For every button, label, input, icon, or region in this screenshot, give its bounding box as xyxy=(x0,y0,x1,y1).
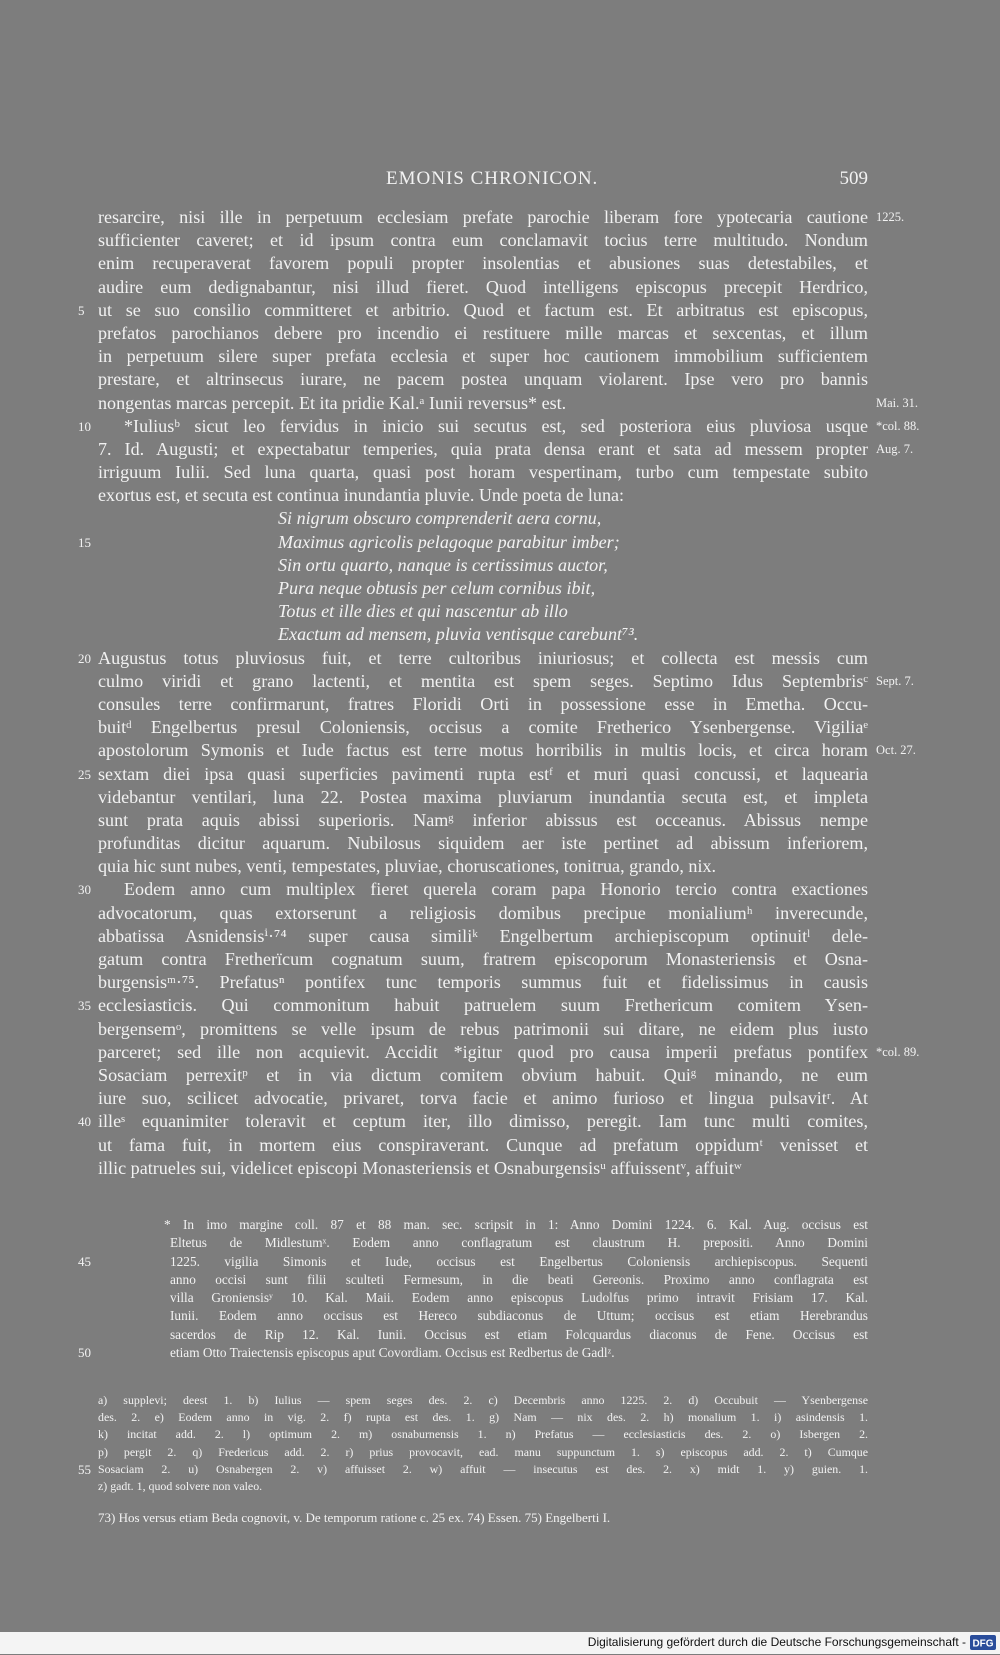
funding-credit: Digitalisierung gefördert durch die Deutsche Forschungsgemeinschaft - xyxy=(587,1635,966,1649)
main-line xyxy=(98,855,868,878)
main-line xyxy=(98,832,868,855)
variant-note-line xyxy=(98,1409,868,1426)
star-note-line xyxy=(98,1234,868,1252)
margin-date-note: Aug. 7. xyxy=(876,441,914,456)
main-line-text: burgensisᵐ·⁷⁵. Prefatusⁿ pontifex tunc temporis summus fuit et fidelissimus in causis xyxy=(98,972,868,993)
main-line-text: gatum contra Fretherïcum cognatum suum, fratrem episcoporum Monasteriensis et Osna- xyxy=(98,949,868,969)
main-line xyxy=(78,531,868,554)
main-line-text: exortus est, et secuta est continua inundantia pluvie. Unde poeta de luna: xyxy=(98,485,625,506)
main-line xyxy=(98,1041,920,1064)
main-line-text: culmo viridi et grano lactenti, et mentita est spem seges. Septimo Idus Septembrisᶜ xyxy=(98,670,868,691)
star-note-line-text: sacerdos de Rip 12. Kal. Iunii. Occisus est etiam Folcquardus diaconus de Fene. Occisus est xyxy=(170,1326,868,1342)
main-line-text: profunditas dicitur aquarum. Nubilosus siquidem aer iste pertinet ad abissum inferiorem, xyxy=(98,833,868,854)
marginal-note-footnote xyxy=(78,1216,868,1362)
main-line-text: sextam diei ipsa quasi superficies pavimenti rupta estᶠ et muri quasi concussi, et laquearia xyxy=(98,763,868,784)
line-number: 5 xyxy=(78,302,85,318)
main-line-text: ut fama fuit, in mortem eius conspiraverant. Cunque ad prefatum oppidumᵗ venisset et xyxy=(98,1134,868,1155)
star-note-line-text: Eltetus de Midlestumˣ. Eodem anno conflagratum est claustrum H. prepositi. Anno Domini xyxy=(170,1235,868,1251)
variant-note-line-text: a) supplevi; deest 1. b) Iulius — spem seges des. 2. c) Decembris anno 1225. 2. d) Occubuit — Ysenbergense xyxy=(98,1393,868,1407)
main-line-text: prestare, et altrinsecus iurare, ne pacem postea unquam violarent. Ipse vero pro bannis xyxy=(98,369,868,390)
main-line xyxy=(98,276,868,299)
star-note-line xyxy=(98,1289,868,1307)
dfg-logo-text: DFG xyxy=(972,1638,994,1650)
variant-notes xyxy=(78,1392,868,1495)
main-line xyxy=(98,229,868,252)
main-line-text: prefatos parochianos debere pro incendio ei restituere mille marcas et sexcentas, et illum xyxy=(98,322,868,343)
star-note-line xyxy=(98,1307,868,1325)
main-line-text: ut se suo consilio committeret et arbitrio. Quod et factum est. Et arbitratus est episcopus, xyxy=(98,299,868,320)
main-text xyxy=(78,206,920,1180)
main-line-text: illic patrueles sui, videlicet episcopi Monasteriensis et Osnaburgensisᵘ affuissentᵛ, affuitʷ xyxy=(98,1157,742,1178)
main-line-text: sufficienter caveret; et id ipsum contra eum conclamavit tocius terre multitudo. Nondum xyxy=(98,230,868,251)
star-note-line-text: villa Groniensisʸ 10. Kal. Maii. Eodem anno episcopus Ludolfus primo intravit Frisiam 17. Kal. xyxy=(170,1290,868,1306)
main-line-text: Augustus totus pluviosus fuit, et terre cultoribus iniuriosus; et collecta est messis cum xyxy=(98,647,868,668)
main-line-text: parceret; sed ille non acquievit. Accidit *igitur quod pro causa imperii prefatus pontifex xyxy=(98,1041,868,1062)
main-line-text: apostolorum Symonis et Iude factus est terre motus horribilis in multis locis, et circa horam xyxy=(98,740,868,761)
line-number: 35 xyxy=(78,998,91,1014)
line-number: 15 xyxy=(78,534,91,550)
star-note-line-text: Iunii. Eodem anno occisus est Hereco subdiaconus de Uttum; occisus est etiam Herebrandus xyxy=(170,1308,868,1324)
main-line-text: irriguum Iulii. Sed luna quarta, quasi post horam vespertinam, turbo cum tempestate subito xyxy=(98,462,868,483)
main-line xyxy=(98,507,868,530)
main-line xyxy=(98,600,868,623)
main-line xyxy=(98,1087,868,1110)
star-note-line xyxy=(98,1326,868,1344)
main-line xyxy=(98,809,868,832)
main-line xyxy=(98,554,868,577)
main-line xyxy=(98,716,868,739)
main-line-text: quia hic sunt nubes, venti, tempestates, pluviae, choruscationes, tonitrua, grando, nix. xyxy=(98,856,717,877)
main-line xyxy=(78,763,868,786)
main-line xyxy=(78,415,920,438)
main-line-text: Eodem anno cum multiplex fieret querela coram papa Honorio tercio contra exactiones xyxy=(124,879,868,900)
variant-note-line xyxy=(98,1426,868,1443)
main-line-text: bergensemᵒ, promittens se velle ipsum de rebus patrimonii sui ditare, ne eidem plus iusto xyxy=(98,1018,868,1039)
variant-note-line xyxy=(98,1392,868,1409)
line-number: 55 xyxy=(78,1461,91,1477)
main-line-text: ecclesiasticis. Qui commonitum habuit patruelem suum Frethericum comitem Ysen- xyxy=(98,995,868,1016)
running-header xyxy=(98,168,868,192)
margin-date-note: *col. 89. xyxy=(876,1044,920,1059)
main-line xyxy=(78,994,868,1017)
main-line-text: enim recuperaverat favorem populi propter insolentias et abusiones suas detestabiles, et xyxy=(98,253,868,274)
main-line xyxy=(98,345,868,368)
main-line-text: Maximus agricolis pelagoque parabitur imber; xyxy=(278,531,620,552)
main-line-text: Pura neque obtusis per celum cornibus ibit, xyxy=(278,578,596,598)
main-line xyxy=(98,1018,868,1041)
main-line xyxy=(98,368,868,391)
numbered-notes: 73) Hos versus etiam Beda cognovit, v. De temporum ratione c. 25 ex. 74) Essen. 75) Engelberti I. xyxy=(98,1510,611,1525)
line-number: 20 xyxy=(78,650,91,666)
main-line xyxy=(98,1064,868,1087)
main-line-text: iure suo, scilicet advocatie, privaret, torva facie et animo furioso et lingua pulsavitʳ. At xyxy=(98,1088,868,1109)
line-number: 25 xyxy=(78,766,91,782)
main-line-text: illeˢ equanimiter toleravit et ceptum iter, illo dimisso, peregit. Iam tunc multi comites, xyxy=(98,1111,868,1132)
star-note-line-text: 1225. vigilia Simonis et Iude, occisus est Engelbertus Coloniensis archiepiscopus. Sequenti xyxy=(170,1253,868,1269)
main-line xyxy=(98,971,868,994)
main-line xyxy=(98,484,868,507)
main-line-text: 7. Id. Augusti; et expectabatur temperies, quia prata densa erant et sata ad messem propter xyxy=(98,438,868,459)
main-line-text: Sin ortu quarto, nanque is certissimus auctor, xyxy=(278,554,608,575)
main-line-text: resarcire, nisi ille in perpetuum ecclesiam prefate parochie liberam fore ypotecaria cautione xyxy=(98,207,868,227)
margin-date-note: Mai. 31. xyxy=(876,395,919,410)
main-line xyxy=(98,206,905,229)
main-line-text: advocatorum, quas extorserunt a religiosis domibus precipue monialiumʰ inverecunde, xyxy=(98,902,868,923)
main-line xyxy=(98,902,868,925)
variant-note-line xyxy=(78,1461,868,1478)
main-line xyxy=(98,392,919,415)
main-line-text: abbatissa Asnidensisⁱ·⁷⁴ super causa similiᵏ Engelbertum archiepiscopum optinuitˡ dele- xyxy=(98,925,868,946)
star-note-line xyxy=(98,1216,868,1234)
variant-note-line xyxy=(98,1478,868,1495)
main-line xyxy=(98,948,868,971)
main-line xyxy=(78,1110,868,1133)
main-line xyxy=(78,299,868,322)
main-line xyxy=(78,878,868,901)
variant-note-line-text: z) gadt. 1, quod solvere non valeo. xyxy=(98,1478,263,1493)
margin-date-note: Sept. 7. xyxy=(876,673,914,688)
line-number: 30 xyxy=(78,882,91,898)
main-line xyxy=(98,739,916,762)
running-title: EMONIS CHRONICON. xyxy=(386,168,599,189)
main-line xyxy=(98,438,914,461)
main-line xyxy=(78,647,868,670)
line-number: 10 xyxy=(78,418,91,434)
star-note-line xyxy=(78,1344,868,1362)
variant-note-line-text: k) incitat add. 2. l) optimum 2. m) osnaburnensis 1. n) Prefatus — ecclesiasticis des. 2. o) Isbergen 2. xyxy=(98,1427,868,1442)
main-line xyxy=(98,693,868,716)
main-line-text: consules terre confirmarunt, fratres Floridi Orti in possessione esse in Emetha. Occu- xyxy=(98,693,868,714)
main-line xyxy=(98,461,868,484)
main-line xyxy=(98,577,868,600)
variant-note-line-text: Sosaciam 2. u) Osnabergen 2. v) affuisset 2. w) affuit — insecutus est des. 2. x) midt 1. y) guien. 1. xyxy=(98,1461,868,1476)
main-line xyxy=(98,1134,868,1157)
main-line-text: Exactum ad mensem, pluvia ventisque carebunt⁷³. xyxy=(278,624,639,645)
star-note-line xyxy=(98,1271,868,1289)
dfg-logo-icon xyxy=(970,1635,996,1650)
variant-note-line-text: des. 2. e) Eodem anno in vig. 2. f) rupta est des. 1. g) Nam — nix des. 2. h) monalium 1. i) asindensis 1. xyxy=(98,1410,868,1425)
margin-date-note: 1225. xyxy=(876,210,905,224)
line-number: 45 xyxy=(78,1253,91,1269)
main-line-text: Totus et ille dies et qui nascentur ab illo xyxy=(278,601,568,622)
page-number: 509 xyxy=(839,168,868,189)
main-line xyxy=(98,322,868,345)
variant-note-line xyxy=(98,1444,868,1461)
main-line-text: Si nigrum obscuro comprenderit aera cornu, xyxy=(278,508,602,529)
main-line-text: in perpetuum silere super prefata ecclesia et super hoc cautionem immobilium sufficientem xyxy=(98,346,868,367)
star-note-line-text: * In imo margine coll. 87 et 88 man. sec. scripsit in 1: Anno Domini 1224. 6. Kal. Aug. occisus est xyxy=(164,1217,868,1232)
main-line-text: nongentas marcas percepit. Et ita pridie Kal.ᵃ Iunii reversus* est. xyxy=(98,392,567,413)
main-line-text: buitᵈ Engelbertus presul Coloniensis, occisus a comite Fretherico Ysenbergense. Vigiliaᵉ xyxy=(98,717,868,738)
star-note-line-text: etiam Otto Traiectensis episcopus aput Covordiam. Occisus est Redbertus de Gadlᶻ. xyxy=(170,1345,615,1361)
main-line xyxy=(98,786,868,809)
star-note-line-text: anno occisi sunt filii sculteti Fermesum, in die beati Gereonis. Proximo anno conflagrata est xyxy=(170,1271,868,1287)
main-line-text: videbantur ventilari, luna 22. Postea maxima pluviarum inundantia secuta est, et impleta xyxy=(98,786,868,807)
main-line-text: Sosaciam perrexitᵖ et in via dictum comitem obvium habuit. Quiᵍ minando, ne eum xyxy=(98,1064,868,1085)
margin-date-note: Oct. 27. xyxy=(876,743,916,758)
star-note-line xyxy=(78,1253,868,1271)
line-number: 50 xyxy=(78,1345,91,1361)
variant-note-line-text: p) pergit 2. q) Fredericus add. 2. r) prius provocavit, ead. manu suppunctum 1. s) episcopus add. 2. t) Cumque xyxy=(98,1444,868,1459)
main-line xyxy=(98,1157,868,1180)
main-line xyxy=(98,925,868,948)
main-line-text: *Iuliusᵇ sicut leo fervidus in inicio sui secutus est, sed posteriora eius pluviosa usque xyxy=(124,415,868,436)
digitization-footer xyxy=(0,1632,1000,1654)
margin-date-note: *col. 88. xyxy=(876,418,920,433)
main-line xyxy=(98,252,868,275)
line-number: 40 xyxy=(78,1114,91,1130)
main-line xyxy=(98,623,868,646)
main-line-text: sunt prata aquis abissi superioris. Namᵍ inferior abissus est occeanus. Abissus nempe xyxy=(98,809,868,830)
main-line xyxy=(98,670,914,693)
main-line-text: audire eum dedignabantur, nisi illud fieret. Quod intelligens episcopus precepit Herdrico, xyxy=(98,276,868,297)
